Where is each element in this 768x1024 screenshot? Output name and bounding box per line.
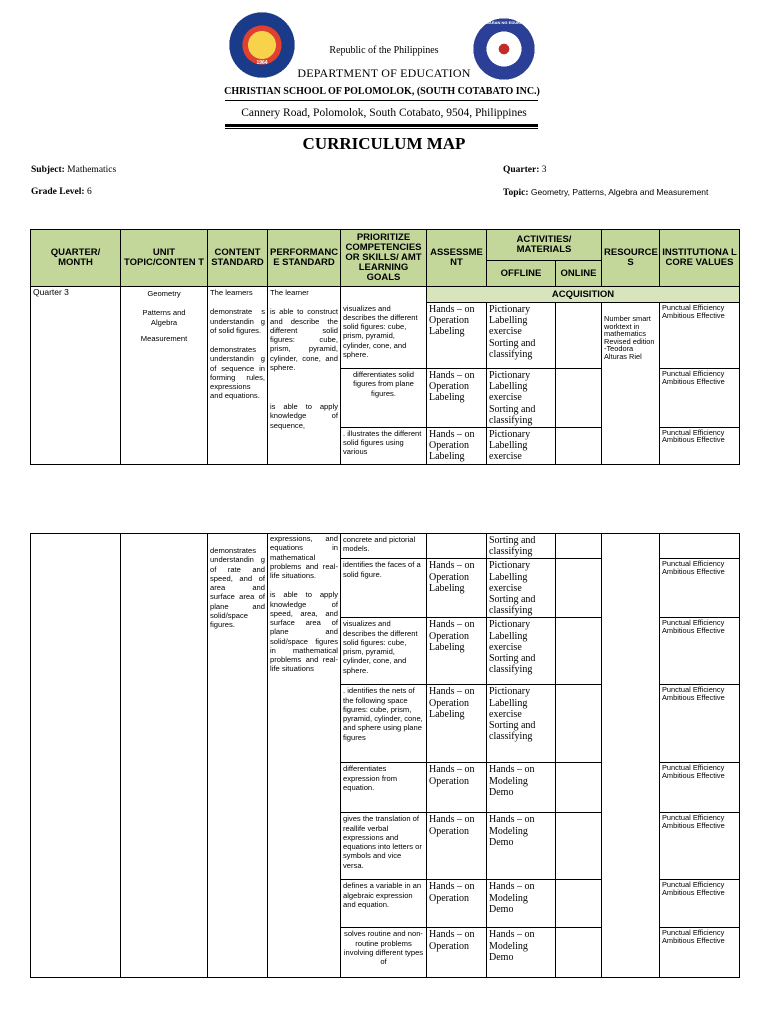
- assessment-cell: Hands – on Operation Labeling: [427, 369, 487, 428]
- quarter-cell: [31, 534, 121, 978]
- offline-cell: Pictionary Labelling exercise Sorting and classifying: [487, 618, 556, 685]
- curriculum-table-1: [30, 229, 740, 465]
- subject-value: Mathematics: [67, 165, 117, 175]
- online-cell: [556, 685, 602, 763]
- assessment-cell: [427, 534, 487, 559]
- acquisition-label: ACQUISITION: [427, 287, 740, 303]
- offline-cell: Pictionary Labelling exercise: [487, 427, 556, 464]
- topic-value: Geometry, Patterns, Algebra and Measurement: [530, 187, 709, 197]
- competency-cell: . illustrates the different solid figures using various: [341, 427, 427, 464]
- curriculum-table-2: [30, 533, 740, 978]
- unit-item: Geometry: [147, 289, 181, 298]
- values-cell: Punctual Efficiency Ambitious Effective: [660, 559, 740, 618]
- online-cell: [556, 369, 602, 428]
- assessment-cell: Hands – on Operation Labeling: [427, 618, 487, 685]
- values-cell: Punctual Efficiency Ambitious Effective: [660, 813, 740, 880]
- col-online: ONLINE: [556, 261, 602, 287]
- col-competencies: PRIORITIZE COMPETENCIES OR SKILLS/ AMT LEARNING GOALS: [341, 230, 427, 287]
- online-cell: [556, 763, 602, 813]
- school-seal-logo: 1964: [229, 12, 295, 78]
- competency-cell: visualizes and describes the different solid figures: cube, prism, pyramid, cylinder, cone, and sphere.: [341, 618, 427, 685]
- offline-cell: Pictionary Labelling exercise Sorting and classifying: [487, 559, 556, 618]
- quarter-cell: Quarter 3: [31, 287, 121, 465]
- unit-item: Patterns and Algebra: [142, 308, 186, 327]
- competency-cell: defines a variable in an algebraic expression and equation.: [341, 880, 427, 928]
- online-cell: [556, 813, 602, 880]
- performance-standard-cell: expressions, and equations in mathematical problems and real-life situations. is able to apply knowledge of speed, area, and surface area of plane and solid/space figures in mathematical problems and real-life situations: [268, 534, 341, 978]
- values-cell: Punctual Efficiency Ambitious Effective: [660, 928, 740, 978]
- online-cell: [556, 427, 602, 464]
- topic-info: Topic: Geometry, Patterns, Algebra and Measurement: [503, 187, 709, 198]
- offline-cell: Pictionary Labelling exercise Sorting and classifying: [487, 303, 556, 369]
- competency-cell: . identifies the nets of the following space figures: cube, prism, pyramid, cylinder, cone, and sphere using plane figures: [341, 685, 427, 763]
- offline-cell: Hands – on Modeling Demo: [487, 880, 556, 928]
- header-divider-thin: [225, 128, 538, 129]
- values-cell: [660, 534, 740, 559]
- col-assessment: ASSESSME NT: [427, 230, 487, 287]
- online-cell: [556, 534, 602, 559]
- offline-cell: Hands – on Modeling Demo: [487, 813, 556, 880]
- unit-cell: [121, 287, 208, 465]
- address-line: Cannery Road, Polomolok, South Cotabato, 9504, Philippines: [241, 107, 527, 119]
- col-quarter: QUARTER/ MONTH: [31, 230, 121, 287]
- offline-cell: Pictionary Labelling exercise Sorting and classifying: [487, 369, 556, 428]
- assessment-cell: Hands – on Operation: [427, 880, 487, 928]
- values-cell: Punctual Efficiency Ambitious Effective: [660, 369, 740, 428]
- offline-cell: Pictionary Labelling exercise Sorting and classifying: [487, 685, 556, 763]
- online-cell: [556, 303, 602, 369]
- assessment-cell: Hands – on Operation Labeling: [427, 685, 487, 763]
- competency-cell: solves routine and non-routine problems involving different types of: [341, 928, 427, 978]
- online-cell: [556, 559, 602, 618]
- col-activities: ACTIVITIES/ MATERIALS: [487, 230, 602, 261]
- resources-cell: Number smart worktext in mathematics Revised edition -Teodora Alturas Riel: [602, 303, 660, 465]
- unit-item: Measurement: [140, 333, 188, 343]
- grade-value: 6: [86, 187, 92, 197]
- quarter-info: Quarter: 3: [503, 165, 547, 175]
- content-standard-cell: demonstrates understandin g of rate and speed, and of area and surface area of plane and solid/space figures.: [208, 534, 268, 978]
- offline-cell: Sorting and classifying: [487, 534, 556, 559]
- values-cell: Punctual Efficiency Ambitious Effective: [660, 303, 740, 369]
- competency-cell: differentiates solid figures from plane figures.: [341, 369, 427, 428]
- competency-cell: visualizes and describes the different solid figures: cube, prism, pyramid, cylinder, cone, and sphere.: [341, 303, 427, 369]
- header-divider-thick: [225, 124, 538, 127]
- subject-info: Subject: Mathematics: [31, 165, 117, 175]
- competency-cell: differentiates expression from equation.: [341, 763, 427, 813]
- col-offline: OFFLINE: [487, 261, 556, 287]
- online-cell: [556, 928, 602, 978]
- school-name: CHRISTIAN SCHOOL OF POLOMOLOK, (SOUTH COTABATO INC.): [224, 86, 540, 97]
- republic-line: Republic of the Philippines: [329, 45, 439, 56]
- values-cell: Punctual Efficiency Ambitious Effective: [660, 618, 740, 685]
- page-title: CURRICULUM MAP: [302, 134, 466, 153]
- performance-standard-cell: The learner is able to construct and describe the different solid figures: cube, prism, pyramid, cylinder, cone, and sphere. is able to apply knowledge of sequence,: [268, 287, 341, 465]
- assessment-cell: Hands – on Operation Labeling: [427, 559, 487, 618]
- resources-cell: [602, 534, 660, 978]
- assessment-cell: Hands – on Operation: [427, 928, 487, 978]
- competency-cell: gives the translation of reallife verbal expressions and equations into letters or symbols and vice versa.: [341, 813, 427, 880]
- offline-cell: Hands – on Modeling Demo: [487, 928, 556, 978]
- department-line: DEPARTMENT OF EDUCATION: [297, 66, 471, 80]
- values-cell: Punctual Efficiency Ambitious Effective: [660, 685, 740, 763]
- assessment-cell: Hands – on Operation Labeling: [427, 427, 487, 464]
- col-performance: PERFORMANC E STANDARD: [268, 230, 341, 287]
- assessment-cell: Hands – on Operation Labeling: [427, 303, 487, 369]
- content-standard-cell: The learners demonstrate s understandin g of solid figures. demonstrates understandin g of sequence in forming rules, expressions and equations.: [208, 287, 268, 465]
- values-cell: Punctual Efficiency Ambitious Effective: [660, 880, 740, 928]
- competency-cell: identifies the faces of a solid figure.: [341, 559, 427, 618]
- values-cell: Punctual Efficiency Ambitious Effective: [660, 427, 740, 464]
- col-resources: RESOURCE S: [602, 230, 660, 287]
- competency-cell: concrete and pictorial models.: [341, 534, 427, 559]
- col-unit: UNIT TOPIC/CONTEN T: [121, 230, 208, 287]
- col-content: CONTENT STANDARD: [208, 230, 268, 287]
- header-rule: [225, 100, 538, 101]
- offline-cell: Hands – on Modeling Demo: [487, 763, 556, 813]
- deped-seal-text: KAGAWARAN NG EDUKASYON: [473, 20, 535, 25]
- values-cell: Punctual Efficiency Ambitious Effective: [660, 763, 740, 813]
- online-cell: [556, 880, 602, 928]
- assessment-cell: Hands – on Operation: [427, 763, 487, 813]
- grade-info: Grade Level: 6: [31, 187, 92, 197]
- col-values: INSTITUTIONA L CORE VALUES: [660, 230, 740, 287]
- online-cell: [556, 618, 602, 685]
- unit-cell: [121, 534, 208, 978]
- quarter-value: 3: [541, 165, 547, 175]
- assessment-cell: Hands – on Operation: [427, 813, 487, 880]
